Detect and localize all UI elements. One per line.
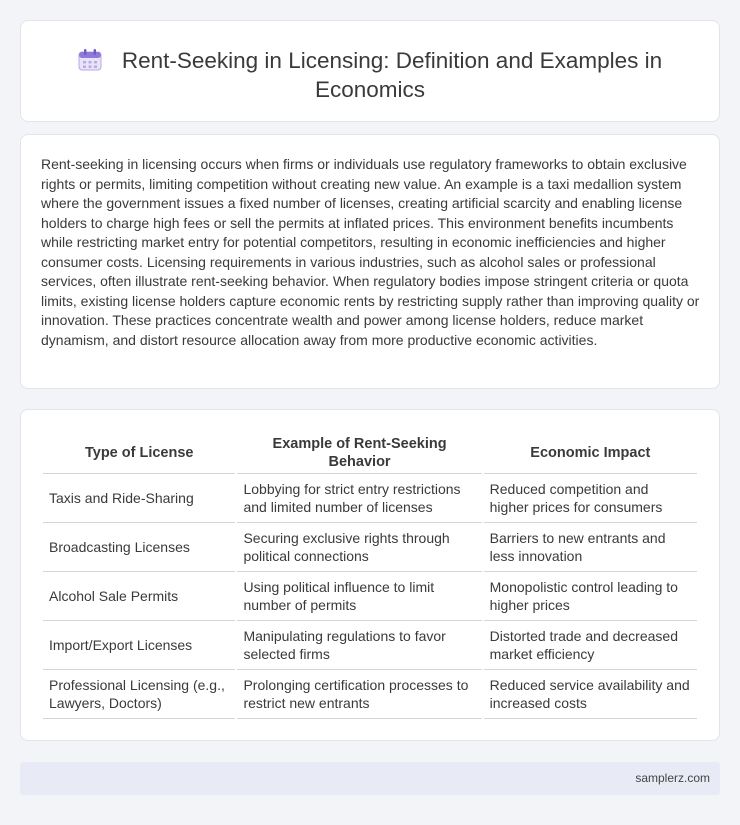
table-row bbox=[43, 474, 697, 523]
license-type-cell: Broadcasting Licenses bbox=[43, 523, 235, 572]
license-type-cell: Alcohol Sale Permits bbox=[43, 572, 235, 621]
table-header-row bbox=[43, 432, 697, 474]
license-type-cell: Professional Licensing (e.g., Lawyers, Doctors) bbox=[43, 670, 235, 719]
table-row bbox=[43, 523, 697, 572]
footer-bar bbox=[20, 762, 720, 795]
column-header-type: Type of License bbox=[43, 432, 235, 474]
title-card bbox=[20, 20, 720, 122]
behavior-cell: Lobbying for strict entry restrictions and limited number of licenses bbox=[237, 474, 481, 523]
impact-cell: Reduced service availability and increased costs bbox=[484, 670, 697, 719]
impact-cell: Reduced competition and higher prices for consumers bbox=[484, 474, 697, 523]
impact-cell: Distorted trade and decreased market efficiency bbox=[484, 621, 697, 670]
behavior-cell: Securing exclusive rights through political connections bbox=[237, 523, 481, 572]
behavior-cell: Prolonging certification processes to restrict new entrants bbox=[237, 670, 481, 719]
impact-cell: Monopolistic control leading to higher prices bbox=[484, 572, 697, 621]
intro-paragraph: Rent-seeking in licensing occurs when firms or individuals use regulatory frameworks to obtain exclusive rights or permits, limiting competition without creating new value. An example is a taxi medallion system where the government issues a fixed number of licenses, creating artificial scarcity and enabling license holders to charge high fees or sell the permits at inflated prices. This environment benefits incumbents while restricting market entry for potential competitors, resulting in economic inefficiencies and higher consumer costs. Licensing requirements in various industries, such as alcohol sales or professional services, often illustrate rent-seeking behavior. When regulatory bodies impose stringent criteria or quota limits, existing license holders capture economic rents by restricting supply rather than improving quality or innovation. These practices concentrate wealth and power among license holders, reduce market dynamism, and distort resource allocation away from more productive economic activities. bbox=[41, 156, 700, 348]
page-title: Rent-Seeking in Licensing: Definition and Examples in Economics bbox=[121, 48, 663, 102]
table-row bbox=[43, 572, 697, 621]
impact-cell: Barriers to new entrants and less innovation bbox=[484, 523, 697, 572]
table-row bbox=[43, 621, 697, 670]
intro-card bbox=[20, 134, 720, 389]
license-type-cell: Import/Export Licenses bbox=[43, 621, 235, 670]
column-header-impact: Economic Impact bbox=[484, 432, 697, 474]
behavior-cell: Manipulating regulations to favor selected firms bbox=[237, 621, 481, 670]
behavior-cell: Using political influence to limit number of permits bbox=[237, 572, 481, 621]
calendar-icon bbox=[78, 49, 102, 71]
license-table bbox=[41, 432, 699, 719]
table-row bbox=[43, 670, 697, 719]
page-title-wrap bbox=[21, 46, 719, 104]
license-type-cell: Taxis and Ride-Sharing bbox=[43, 474, 235, 523]
column-header-behavior: Example of Rent-Seeking Behavior bbox=[237, 432, 481, 474]
table-card bbox=[20, 409, 720, 741]
footer-site-link[interactable]: samplerz.com bbox=[635, 771, 710, 785]
